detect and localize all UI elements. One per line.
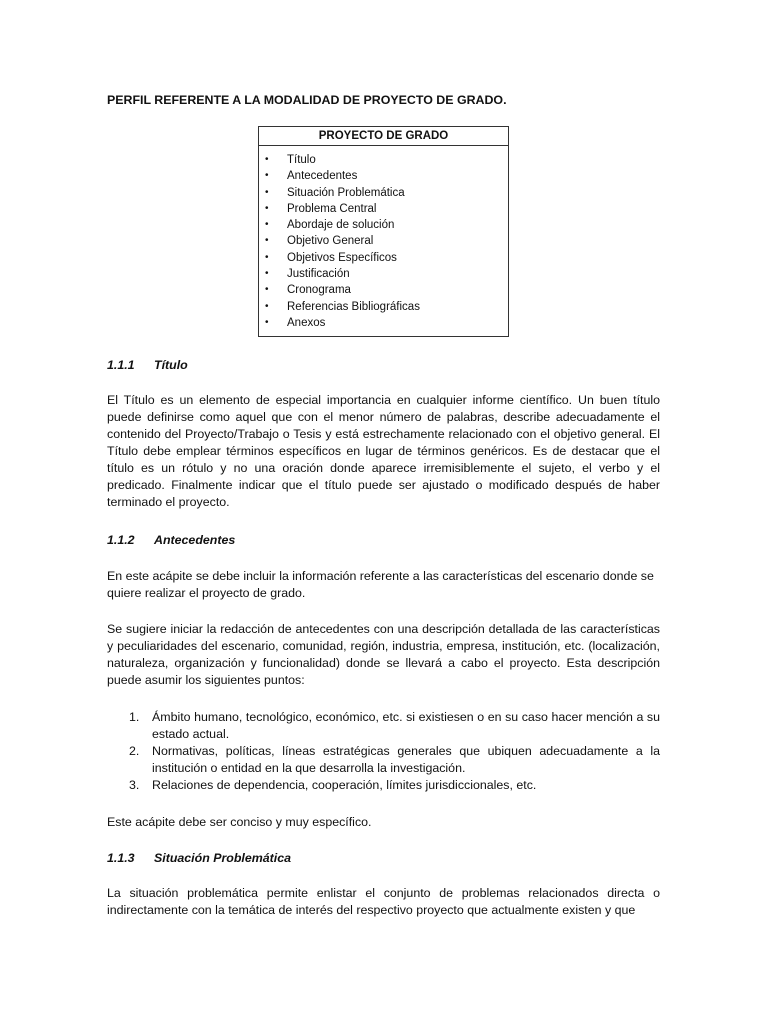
section-number: 1.1.2 xyxy=(107,533,135,547)
bullet-icon: • xyxy=(265,154,269,165)
section-heading-situacion xyxy=(107,850,291,867)
outline-item: • Justificación xyxy=(259,266,508,282)
section-number: 1.1.3 xyxy=(107,851,135,865)
section-title: Título xyxy=(154,358,188,372)
outline-item: • Abordaje de solución xyxy=(259,217,508,233)
outline-box-header: PROYECTO DE GRADO xyxy=(259,127,508,146)
bullet-icon: • xyxy=(265,268,269,280)
section-heading-antecedentes xyxy=(107,532,235,549)
bullet-icon: • xyxy=(265,186,269,198)
bullet-icon: • xyxy=(265,235,269,247)
list-number: 3. xyxy=(129,778,140,792)
bullet-icon: • xyxy=(265,284,269,296)
bullet-icon: • xyxy=(265,251,269,263)
bullet-icon: • xyxy=(265,316,269,328)
antecedentes-closing: Este acápite debe ser conciso y muy específico. xyxy=(107,815,372,829)
outline-item: • Objetivo General xyxy=(259,233,508,249)
list-item: 3. Relaciones de dependencia, cooperación, límites jurisdiccionales, etc. xyxy=(129,778,537,792)
section-heading-titulo xyxy=(107,357,188,374)
outline-item: • Referencias Bibliográficas xyxy=(259,299,508,315)
section-title: Situación Problemática xyxy=(154,851,292,865)
antecedentes-numbered-list xyxy=(107,709,660,794)
antecedentes-paragraph-1: En este acápite se debe incluir la información referente a las características del escenario donde se quiere realizar el proyecto de grado. xyxy=(107,569,654,600)
outline-item: • Antecedentes xyxy=(259,168,508,184)
titulo-paragraph: El Título es un elemento de especial importancia en cualquier informe científico. Un buen título puede definirse como aquel que con el menor número de palabras, describe adecuadamente el contenido del Proyecto/Trabajo o Tesis y está estrechamente relacionado con el objetivo general. El Título debe emplear términos específicos en lugar de términos genéricos. Es de destacar que el título es un rótulo y no una oración donde aparece irremisiblemente el sujeto, el verbo y el predicado. Finalmente indicar que el título puede ser ajustado o modificado después de haber terminado el proyecto. xyxy=(107,393,660,509)
bullet-icon: • xyxy=(265,202,269,214)
list-number: 2. xyxy=(129,744,140,758)
outline-list xyxy=(259,146,508,331)
outline-item: • Situación Problemática xyxy=(259,185,508,201)
list-item: 1. Ámbito humano, tecnológico, económico, etc. si existiesen o en su caso hacer mención a su estado actual. xyxy=(129,710,660,741)
antecedentes-paragraph-2: Se sugiere iniciar la redacción de antecedentes con una descripción detallada de las características y peculiaridades del escenario, comunidad, región, industria, empresa, institución, etc. (localización, naturaleza, organización y funcionalidad) donde se llevará a cabo el proyecto. Esta descripción puede asumir los siguientes puntos: xyxy=(107,622,660,687)
outline-item: • Problema Central xyxy=(259,201,508,217)
bullet-icon: • xyxy=(265,219,269,231)
list-number: 1. xyxy=(129,710,140,724)
situacion-paragraph: La situación problemática permite enlistar el conjunto de problemas relacionados directa o indirectamente con la temática de interés del respectivo proyecto que actualmente existen y que xyxy=(107,886,660,917)
section-title: Antecedentes xyxy=(154,533,236,547)
outline-item: • Objetivos Específicos xyxy=(259,250,508,266)
outline-item: • Anexos xyxy=(259,315,508,331)
bullet-icon: • xyxy=(265,300,269,312)
document-title: PERFIL REFERENTE A LA MODALIDAD DE PROYECTO DE GRADO. xyxy=(107,93,507,107)
section-number: 1.1.1 xyxy=(107,358,135,372)
outline-item: • Título xyxy=(259,152,508,168)
project-outline-box xyxy=(258,126,509,337)
outline-item: • Cronograma xyxy=(259,282,508,298)
list-item: 2. Normativas, políticas, líneas estratégicas generales que ubiquen adecuadamente a la institución o entidad en la que desarrolla la investigación. xyxy=(129,744,660,775)
bullet-icon: • xyxy=(265,170,269,182)
